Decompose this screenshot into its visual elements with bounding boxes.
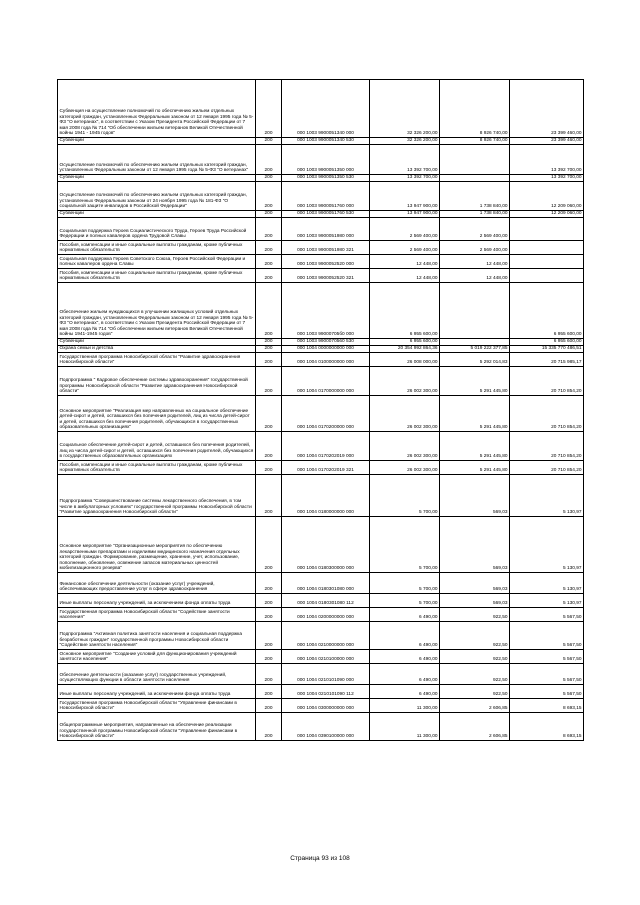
row-code-cell: 200 [256, 517, 282, 573]
row-rest-cell [510, 218, 584, 241]
row-plan-cell: 5 700,00 [370, 573, 440, 594]
row-code-cell: 200 [256, 699, 282, 713]
row-name-cell: Иные выплаты персоналу учреждений, за исключением фонда оплаты труда [58, 685, 256, 699]
table-body [58, 80, 584, 741]
row-plan-cell: 32 326 200,00 [370, 80, 440, 138]
row-name-cell: Обеспечение жильем нуждающихся в улучшении жилищных условий отдельных категорий граждан, установленных Федеральным законом от 12 января 1995 года № 5-ФЗ "О ветеранах", в соответствии с Указом Президента Российской Федерации от 7 мая 2008 года № 714 "Об обеспечении жильем ветеранов Великой Отечественной войны 1941-1945 годов" [58, 283, 256, 339]
row-kbk-cell: 000 1003 9900051350 530 [282, 175, 370, 182]
row-kbk-cell: 000 1004 0210101090 112 [282, 685, 370, 699]
row-kbk-cell: 000 1004 0200000000 000 [282, 608, 370, 622]
row-kbk-cell: 000 1004 0170000000 000 [282, 367, 370, 396]
row-kbk-cell: 000 1004 0170202019 321 [282, 461, 370, 475]
row-kbk-cell: 000 1003 9900051980 321 [282, 241, 370, 255]
row-name-cell: Подпрограмма " Кадровое обеспечение системы здравоохранения" государственной программы Новосибирской области "Развитие здравоохранения Новосибирской области" [58, 367, 256, 396]
row-name-cell: Основное мероприятие "Реализация мер направленных на социальное обеспечение детей-сирот и детей, оставшихся без попечения родителей, лиц из числа детей-сирот и детей, оставшихся без попечения родителей, обучающихся в государственных образовательных организациях" [58, 396, 256, 432]
row-kbk-cell: 000 1003 9900051980 000 [282, 218, 370, 241]
row-kbk-cell: 000 1004 0180301080 112 [282, 594, 370, 608]
row-plan-cell: 6 955 600,00 [370, 283, 440, 339]
row-fact-cell: 569,03 [440, 475, 510, 517]
row-rest-cell: 5 567,50 [510, 664, 584, 685]
row-name-cell: Субвенции [58, 138, 256, 145]
row-code-cell: 200 [256, 211, 282, 218]
row-name-cell: Государственная программа Новосибирской области "Развитие здравоохранения Новосибирской области" [58, 353, 256, 367]
row-fact-cell: 922,50 [440, 685, 510, 699]
row-rest-cell: 5 130,97 [510, 517, 584, 573]
row-name-cell: Осуществление полномочий по обеспечению жильем отдельных категорий граждан, установленных Федеральным законом от 24 ноября 1995 года № 181-ФЗ "О социальной защите инвалидов в Российской Федерации" [58, 182, 256, 211]
row-fact-cell: 5 292 014,83 [440, 353, 510, 367]
row-code-cell: 200 [256, 622, 282, 650]
row-fact-cell: 5 291 445,80 [440, 367, 510, 396]
row-kbk-cell: 000 1003 9900051760 530 [282, 211, 370, 218]
row-name-cell: Подпрограмма "Активная политика занятости населения и социальная поддержка безработных граждан" государственной программы Новосибирской области "Содействие занятости населения" [58, 622, 256, 650]
row-fact-cell: 922,50 [440, 608, 510, 622]
table-row [58, 664, 584, 685]
row-rest-cell: 5 567,50 [510, 608, 584, 622]
row-kbk-cell: 000 1003 99000705б0 000 [282, 283, 370, 339]
row-plan-cell: 26 002 300,00 [370, 396, 440, 432]
row-fact-cell: 5 019 222 377,85 [440, 346, 510, 353]
row-rest-cell: 8 693,15 [510, 713, 584, 741]
row-name-cell: Государственная программа Новосибирской области "Содействие занятости населения" [58, 608, 256, 622]
row-rest-cell: 5 130,97 [510, 475, 584, 517]
row-plan-cell: 6 490,00 [370, 650, 440, 664]
row-kbk-cell: 000 1004 0000000000 000 [282, 346, 370, 353]
page-number-footer: Страница 93 из 108 [290, 855, 350, 862]
row-name-cell: Пособия, компенсации и иные социальные выплаты гражданам, кроме публичных нормативных обязательств [58, 269, 256, 283]
row-name-cell: Подпрограмма "Совершенствование системы лекарственного обеспечения, в том числе в амбулаторных условиях" государственной программы Новосибирской области "Развитие здравоохранения Новосибирской области" [58, 475, 256, 517]
row-rest-cell: 5 567,50 [510, 622, 584, 650]
row-fact-cell [440, 339, 510, 346]
row-code-cell: 200 [256, 283, 282, 339]
row-name-cell: Пособия, компенсации и иные социальные выплаты гражданам, кроме публичных нормативных обязательств [58, 461, 256, 475]
row-fact-cell: 8 926 740,00 [440, 138, 510, 145]
row-kbk-cell: 000 1004 0210000000 000 [282, 622, 370, 650]
row-code-cell: 200 [256, 145, 282, 175]
row-plan-cell: 26 002 300,00 [370, 432, 440, 461]
row-fact-cell: 569,03 [440, 517, 510, 573]
row-code-cell: 200 [256, 138, 282, 145]
row-code-cell: 200 [256, 461, 282, 475]
table-row [58, 685, 584, 699]
row-kbk-cell: 000 1004 0180300000 000 [282, 517, 370, 573]
row-plan-cell: 11 300,00 [370, 713, 440, 741]
row-name-cell: Субвенции [58, 339, 256, 346]
row-plan-cell: 26 002 300,00 [370, 367, 440, 396]
table-row [58, 608, 584, 622]
row-name-cell: Субвенции [58, 175, 256, 182]
row-plan-cell: 13 947 900,00 [370, 182, 440, 211]
row-name-cell: Финансовое обеспечение деятельности (оказание услуг) учреждений, обеспечивающих предоставление услуг в сфере здравоохранения [58, 573, 256, 594]
row-rest-cell [510, 255, 584, 269]
row-kbk-cell: 000 1003 9900052520 000 [282, 255, 370, 269]
table-row [58, 255, 584, 269]
table-row [58, 182, 584, 211]
table-row [58, 594, 584, 608]
row-fact-cell: 1 738 840,00 [440, 182, 510, 211]
row-plan-cell: 12 448,00 [370, 269, 440, 283]
row-code-cell: 200 [256, 573, 282, 594]
table-row [58, 517, 584, 573]
row-plan-cell: 2 569 400,00 [370, 218, 440, 241]
row-rest-cell: 20 715 985,17 [510, 353, 584, 367]
row-fact-cell: 569,03 [440, 594, 510, 608]
row-fact-cell: 2 569 400,00 [440, 241, 510, 255]
row-code-cell: 200 [256, 80, 282, 138]
row-fact-cell: 5 291 445,80 [440, 461, 510, 475]
row-name-cell: Пособия, компенсации и иные социальные выплаты гражданам, кроме публичных нормативных обязательств [58, 241, 256, 255]
row-plan-cell: 5 700,00 [370, 594, 440, 608]
row-rest-cell: 5 567,50 [510, 685, 584, 699]
row-code-cell: 200 [256, 182, 282, 211]
table-row [58, 80, 584, 138]
table-row [58, 573, 584, 594]
row-code-cell: 200 [256, 353, 282, 367]
row-fact-cell [440, 145, 510, 175]
row-plan-cell: 32 326 200,00 [370, 138, 440, 145]
row-plan-cell: 6 490,00 [370, 664, 440, 685]
row-code-cell: 200 [256, 175, 282, 182]
row-rest-cell: 12 209 060,00 [510, 182, 584, 211]
table-row [58, 175, 584, 182]
row-fact-cell: 12 448,00 [440, 255, 510, 269]
row-code-cell: 200 [256, 664, 282, 685]
row-kbk-cell: 000 1004 0300000000 000 [282, 699, 370, 713]
row-code-cell: 200 [256, 339, 282, 346]
row-fact-cell: 2 569 400,00 [440, 218, 510, 241]
row-name-cell: Социальная поддержка Героев Советского Союза, Героев Российской Федерации и полных кавалеров ордена Славы [58, 255, 256, 269]
row-name-cell: Социальная поддержка Героев Социалистического Труда, Героев Труда Российской Федерации и полных кавалеров ордена Трудовой Славы [58, 218, 256, 241]
row-code-cell: 200 [256, 475, 282, 517]
table-row [58, 432, 584, 461]
row-rest-cell: 15 335 770 486,51 [510, 346, 584, 353]
row-kbk-cell: 000 1004 0180000000 000 [282, 475, 370, 517]
row-plan-cell: 13 392 700,00 [370, 175, 440, 182]
table-row [58, 353, 584, 367]
row-code-cell: 200 [256, 241, 282, 255]
row-rest-cell: 20 710 854,20 [510, 396, 584, 432]
row-plan-cell: 13 392 700,00 [370, 145, 440, 175]
row-rest-cell: 12 209 060,00 [510, 211, 584, 218]
row-kbk-cell: 000 1004 0100000000 000 [282, 353, 370, 367]
table-row [58, 145, 584, 175]
row-rest-cell: 23 399 460,00 [510, 138, 584, 145]
row-plan-cell: 2 569 400,00 [370, 241, 440, 255]
row-code-cell: 200 [256, 367, 282, 396]
row-rest-cell: 8 693,15 [510, 699, 584, 713]
row-rest-cell: 6 955 600,00 [510, 339, 584, 346]
row-kbk-cell: 000 1004 0210101090 000 [282, 664, 370, 685]
row-code-cell: 200 [256, 218, 282, 241]
row-rest-cell: 13 392 700,00 [510, 145, 584, 175]
table-row [58, 241, 584, 255]
row-fact-cell: 12 448,00 [440, 269, 510, 283]
row-kbk-cell: 000 1003 9900051760 000 [282, 182, 370, 211]
row-kbk-cell: 000 1003 9900051350 000 [282, 145, 370, 175]
row-code-cell: 200 [256, 713, 282, 741]
row-plan-cell: 6 490,00 [370, 608, 440, 622]
row-name-cell: Основное мероприятие "Организационные мероприятия по обеспечению лекарственными препаратами и изделиями медицинского назначения отдельных категорий граждан. Формирование, размещение, хранение, учет, использование, пополнение, обновление, освежение запасов материальных ценностей мобилизационного резерва" [58, 517, 256, 573]
row-kbk-cell: 000 1003 9900051340 000 [282, 80, 370, 138]
row-code-cell: 200 [256, 346, 282, 353]
row-plan-cell: 20 354 992 864,36 [370, 346, 440, 353]
row-plan-cell: 5 700,00 [370, 475, 440, 517]
row-plan-cell: 12 448,00 [370, 255, 440, 269]
table-row [58, 138, 584, 145]
table-row [58, 346, 584, 353]
table-row [58, 269, 584, 283]
row-rest-cell [510, 241, 584, 255]
row-kbk-cell: 000 1004 0390100000 000 [282, 713, 370, 741]
row-rest-cell: 20 710 854,20 [510, 367, 584, 396]
row-fact-cell: 922,50 [440, 664, 510, 685]
row-plan-cell: 6 490,00 [370, 685, 440, 699]
row-code-cell: 200 [256, 255, 282, 269]
row-code-cell: 200 [256, 396, 282, 432]
row-fact-cell: 5 291 445,80 [440, 396, 510, 432]
row-plan-cell: 26 008 000,00 [370, 353, 440, 367]
row-code-cell: 200 [256, 608, 282, 622]
row-rest-cell [510, 269, 584, 283]
row-name-cell: Государственная программа Новосибирской области "Управление финансами в Новосибирской области" [58, 699, 256, 713]
row-name-cell: Основное мероприятие "Создание условий для функционирования учреждений занятости населения" [58, 650, 256, 664]
row-rest-cell: 23 399 460,00 [510, 80, 584, 138]
row-fact-cell: 2 606,85 [440, 713, 510, 741]
row-name-cell: Обеспечение деятельности (оказание услуг) государственных учреждений, осуществляющих функции в области занятости населения [58, 664, 256, 685]
row-name-cell: Иные выплаты персоналу учреждений, за исключением фонда оплаты труда [58, 594, 256, 608]
row-fact-cell [440, 283, 510, 339]
row-plan-cell: 5 700,00 [370, 517, 440, 573]
row-code-cell: 200 [256, 650, 282, 664]
row-code-cell: 200 [256, 594, 282, 608]
row-name-cell: Общепрограммные мероприятия, направленные на обеспечение реализации государственной программы Новосибирской области "Управление финансами в Новосибирской области" [58, 713, 256, 741]
table-row [58, 650, 584, 664]
row-rest-cell: 5 567,50 [510, 650, 584, 664]
row-fact-cell: 1 738 840,00 [440, 211, 510, 218]
row-kbk-cell: 000 1004 0170200000 000 [282, 396, 370, 432]
row-fact-cell: 2 606,85 [440, 699, 510, 713]
row-fact-cell: 8 926 740,00 [440, 80, 510, 138]
row-rest-cell: 20 710 854,20 [510, 461, 584, 475]
row-plan-cell: 13 947 900,00 [370, 211, 440, 218]
table-row [58, 461, 584, 475]
row-plan-cell: 11 300,00 [370, 699, 440, 713]
row-fact-cell [440, 175, 510, 182]
row-fact-cell: 5 291 445,80 [440, 432, 510, 461]
table-row [58, 699, 584, 713]
row-name-cell: Охрана семьи и детства [58, 346, 256, 353]
table-row [58, 218, 584, 241]
row-fact-cell: 922,50 [440, 650, 510, 664]
row-plan-cell: 6 955 600,00 [370, 339, 440, 346]
table-row [58, 396, 584, 432]
row-rest-cell: 5 130,97 [510, 573, 584, 594]
row-fact-cell: 569,03 [440, 573, 510, 594]
row-plan-cell: 26 002 300,00 [370, 461, 440, 475]
table-row [58, 211, 584, 218]
row-rest-cell: 5 130,97 [510, 594, 584, 608]
row-rest-cell: 20 710 854,20 [510, 432, 584, 461]
row-kbk-cell: 000 1004 0210100000 000 [282, 650, 370, 664]
row-name-cell: Осуществление полномочий по обеспечению жильем отдельных категорий граждан, установленных Федеральным законом от 12 января 1995 года № 5-ФЗ "О ветеранах" [58, 145, 256, 175]
row-kbk-cell: 000 1004 0180301080 000 [282, 573, 370, 594]
row-code-cell: 200 [256, 685, 282, 699]
table-row [58, 475, 584, 517]
row-fact-cell: 922,50 [440, 622, 510, 650]
table-row [58, 339, 584, 346]
table-row [58, 713, 584, 741]
table-row [58, 367, 584, 396]
row-kbk-cell: 000 1003 9900051340 530 [282, 138, 370, 145]
row-kbk-cell: 000 1003 9900070560 530 [282, 339, 370, 346]
table-row [58, 622, 584, 650]
row-rest-cell: 6 955 600,00 [510, 283, 584, 339]
row-name-cell: Субвенции [58, 211, 256, 218]
row-kbk-cell: 000 1004 0170202019 000 [282, 432, 370, 461]
row-name-cell: Субвенция на осуществление полномочий по обеспечению жильем отдельных категорий граждан, установленных Федеральным законом от 12 января 1995 года № 5-ФЗ "О ветеранах", в соответствии с Указом Президента Российской Федерации от 7 мая 2008 года № 714 "Об обеспечении жильем ветеранов Великой Отечественной войны 1941 - 1945 годов" [58, 80, 256, 138]
row-plan-cell: 6 490,00 [370, 622, 440, 650]
row-code-cell: 200 [256, 432, 282, 461]
table-row [58, 283, 584, 339]
row-kbk-cell: 000 1003 9900052520 321 [282, 269, 370, 283]
row-code-cell: 200 [256, 269, 282, 283]
row-name-cell: Социальное обеспечение детей-сирот и детей, оставшихся без попечения родителей, лиц из числа детей-сирот и детей, оставшихся без попечения родителей, обучающихся в государственных образовательных организациях [58, 432, 256, 461]
row-rest-cell: 13 392 700,00 [510, 175, 584, 182]
budget-execution-table [57, 79, 584, 741]
